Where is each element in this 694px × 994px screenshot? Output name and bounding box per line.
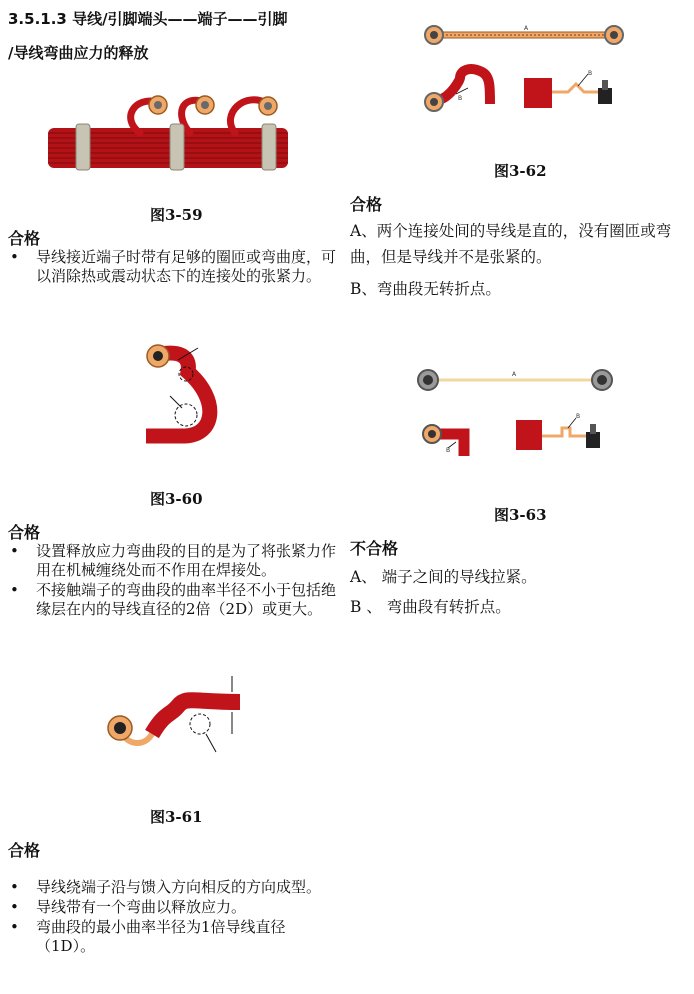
label-a: A xyxy=(512,371,517,378)
list-item: • 导线接近端子时带有足够的圈匝或弯曲度，可以消除热或震动状态下的连接处的张紧力。 xyxy=(8,248,340,286)
note-a: A、 端子之间的导线拉紧。 xyxy=(350,568,537,586)
figure-3-60-status: 合格 xyxy=(8,523,41,542)
figure-3-59-wire-bundle xyxy=(40,88,300,178)
figure-3-60-caption: 图3-60 xyxy=(150,490,203,508)
svg-text:B: B xyxy=(446,447,451,454)
sharp-bend-wire xyxy=(423,425,464,456)
note-a: A、两个连接处间的导线是直的，没有圈匝或弯曲，但是导线并不是张紧的。 xyxy=(350,222,672,266)
figure-3-59-status: 合格 xyxy=(8,229,41,248)
figure-3-61-criteria xyxy=(8,878,340,957)
figure-3-61-s-bend-wire xyxy=(100,676,250,756)
label-a: A xyxy=(524,25,529,32)
figure-3-62-caption: 图3-62 xyxy=(494,162,547,180)
curved-wire xyxy=(425,69,490,111)
list-item: • 不接触端子的弯曲段的曲率半径不小于包括绝缘层在内的导线直径的2倍（2D）或更大。 xyxy=(8,581,340,619)
wire xyxy=(152,700,240,734)
note-b: B、弯曲段无转折点。 xyxy=(350,280,501,298)
bent-lead-wire xyxy=(524,70,612,108)
figure-3-60-criteria xyxy=(8,542,340,620)
figure-3-63-rejected-wire xyxy=(412,364,622,456)
figure-3-62-status: 合格 xyxy=(350,195,383,214)
figure-3-63-notes xyxy=(350,564,690,620)
label-b: B xyxy=(588,70,593,77)
figure-3-61-status: 合格 xyxy=(8,841,41,860)
kinked-lead-wire xyxy=(516,413,600,450)
list-item: • 导线绕端子沿与馈入方向相反的方向成型。 xyxy=(8,878,340,897)
bend-radius-circle xyxy=(190,714,210,734)
bend-radius-circle xyxy=(175,404,197,426)
figure-3-59-criteria xyxy=(8,248,340,287)
figure-3-63-status: 不合格 xyxy=(350,539,399,558)
section-title-line1: 3.5.1.3 导线/引脚端头——端子——引脚 xyxy=(8,10,288,28)
figure-3-63-caption: 图3-63 xyxy=(494,506,547,524)
figure-3-62-acceptable-wire xyxy=(420,20,630,130)
section-title xyxy=(8,6,348,66)
section-title-line2: /导线弯曲应力的释放 xyxy=(8,44,149,62)
straight-wire-a xyxy=(425,25,623,44)
label-b: B xyxy=(576,413,581,420)
figure-3-62-notes xyxy=(350,218,690,302)
figure-3-59-caption: 图3-59 xyxy=(150,206,203,224)
figure-3-60-stress-relief-bend xyxy=(140,340,230,450)
figure-3-61-caption: 图3-61 xyxy=(150,808,203,826)
list-item: • 导线带有一个弯曲以释放应力。 xyxy=(8,898,340,917)
taut-wire-a xyxy=(418,370,612,390)
note-b: B 、 弯曲段有转折点。 xyxy=(350,598,511,616)
svg-text:B: B xyxy=(458,95,463,102)
list-item: • 弯曲段的最小曲率半径为1倍导线直径（1D）。 xyxy=(8,918,340,956)
list-item: • 设置释放应力弯曲段的目的是为了将张紧力作用在机械缠绕处而不作用在焊接处。 xyxy=(8,542,340,580)
